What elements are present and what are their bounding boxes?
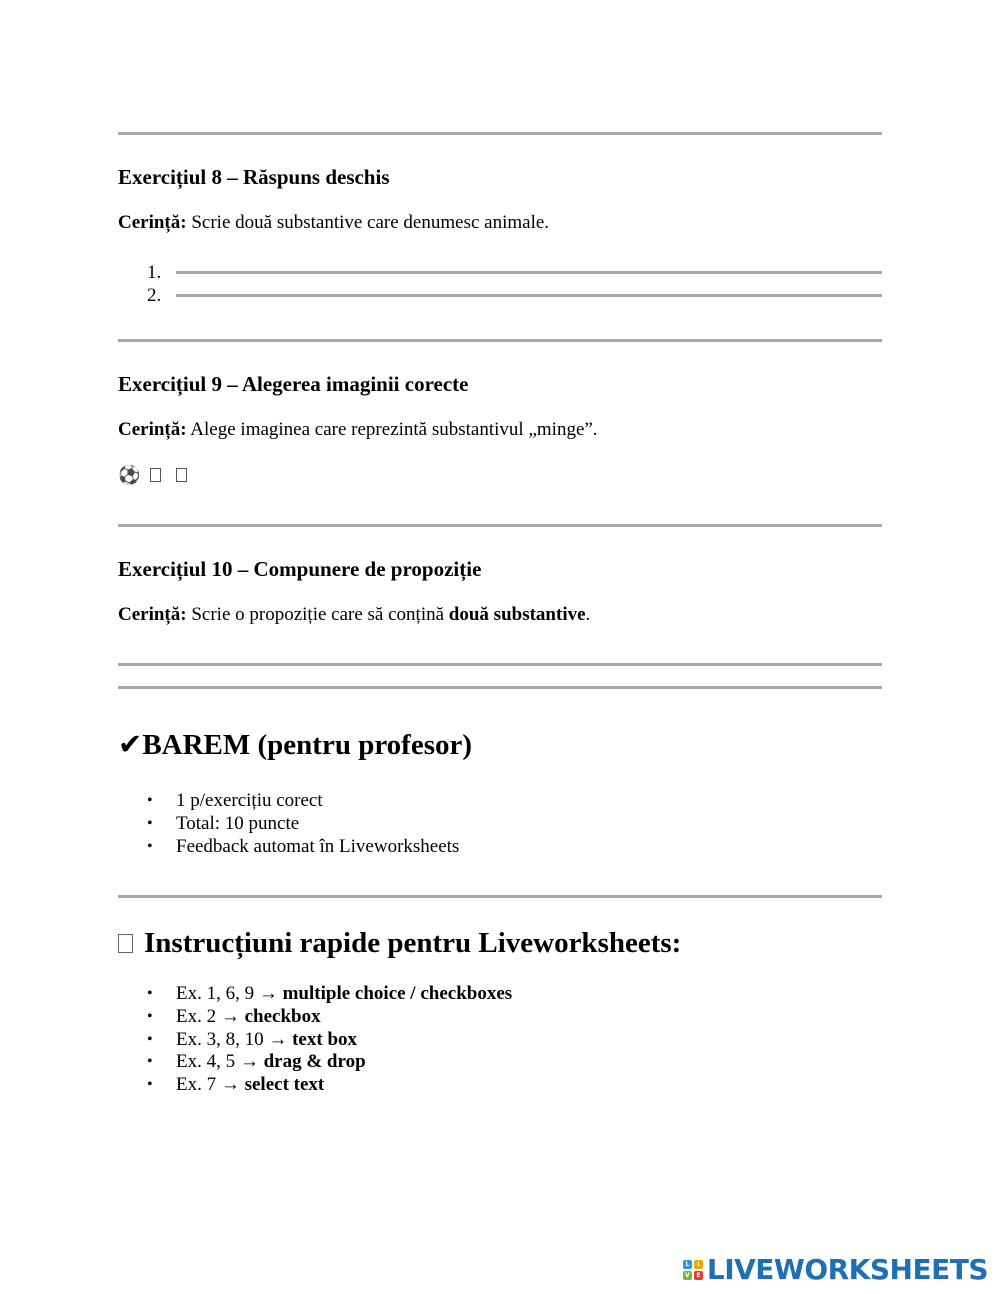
missing-image-icon[interactable] bbox=[150, 468, 161, 482]
item-text: Ex. 7 → bbox=[176, 1074, 245, 1096]
requirement-label: Cerință: bbox=[118, 212, 187, 233]
barem-title: BAREM (pentru profesor) bbox=[142, 729, 473, 761]
answer-number: 1. bbox=[147, 262, 162, 283]
exercise-10-title: Exercițiul 10 – Compunere de propoziție bbox=[118, 557, 482, 581]
exercise-8-title: Exercițiul 8 – Răspuns deschis bbox=[118, 165, 390, 189]
answer-number: 2. bbox=[147, 285, 162, 306]
list-item bbox=[147, 1029, 512, 1052]
answer-line[interactable] bbox=[118, 663, 882, 666]
ball-icon[interactable]: ⚽ bbox=[118, 465, 141, 486]
requirement-end: . bbox=[585, 604, 591, 625]
requirement-text: Scrie o propoziție care să conțină bbox=[186, 604, 449, 625]
instructions-heading bbox=[118, 927, 681, 960]
list-item: • Total: 10 puncte bbox=[147, 813, 459, 836]
logo-text: LIVEWORKSHEETS bbox=[706, 1253, 988, 1286]
item-text: Ex. 3, 8, 10 → bbox=[176, 1028, 293, 1050]
requirement-emphasis: două substantive bbox=[448, 604, 586, 625]
list-item: • Feedback automat în Liveworksheets bbox=[147, 836, 459, 859]
divider bbox=[118, 339, 882, 342]
logo-tile: I bbox=[694, 1260, 703, 1269]
requirement-label: Cerință: bbox=[118, 604, 187, 625]
item-type: select text bbox=[244, 1074, 325, 1096]
item-type: multiple choice / checkboxes bbox=[282, 983, 513, 1004]
item-text: Ex. 1, 6, 9 → bbox=[176, 983, 283, 1004]
barem-heading bbox=[118, 727, 472, 762]
answer-line-1[interactable] bbox=[176, 271, 882, 274]
exercise-10-requirement bbox=[118, 604, 590, 626]
list-item bbox=[147, 1051, 512, 1074]
checkmark-icon: ✔ bbox=[118, 727, 143, 761]
image-options bbox=[118, 465, 187, 486]
instructions-title: Instrucțiuni rapide pentru Liveworksheets: bbox=[144, 927, 682, 959]
barem-list bbox=[147, 790, 459, 858]
divider bbox=[118, 132, 882, 135]
divider bbox=[118, 895, 882, 898]
divider bbox=[118, 686, 882, 689]
requirement-text: Scrie două substantive care denumesc animale. bbox=[186, 212, 550, 233]
list-item bbox=[147, 1006, 512, 1029]
divider bbox=[118, 524, 882, 527]
missing-glyph-icon bbox=[118, 934, 133, 953]
logo-tile: E bbox=[694, 1271, 703, 1280]
requirement-label: Cerință: bbox=[118, 419, 187, 440]
missing-image-icon[interactable] bbox=[176, 468, 187, 482]
item-text: Ex. 4, 5 → bbox=[176, 1051, 264, 1073]
item-type: checkbox bbox=[244, 1005, 321, 1027]
list-item: • 1 p/exercițiu corect bbox=[147, 790, 459, 813]
logo-mark-icon bbox=[683, 1260, 703, 1280]
answer-line-2[interactable] bbox=[176, 294, 882, 297]
instructions-list bbox=[147, 983, 512, 1097]
item-type: text box bbox=[292, 1028, 358, 1050]
item-type: drag & drop bbox=[263, 1051, 366, 1073]
exercise-9-requirement bbox=[118, 419, 598, 441]
item-text: Ex. 2 → bbox=[176, 1005, 245, 1027]
exercise-9-title: Exercițiul 9 – Alegerea imaginii corecte bbox=[118, 372, 469, 396]
liveworksheets-logo[interactable] bbox=[683, 1253, 988, 1286]
list-item bbox=[147, 1074, 512, 1097]
exercise-8-requirement bbox=[118, 212, 549, 234]
logo-tile: V bbox=[683, 1271, 692, 1280]
logo-tile: L bbox=[683, 1260, 692, 1269]
requirement-text: Alege imaginea care reprezintă substantivul „minge”. bbox=[186, 419, 598, 440]
list-item bbox=[147, 983, 512, 1006]
